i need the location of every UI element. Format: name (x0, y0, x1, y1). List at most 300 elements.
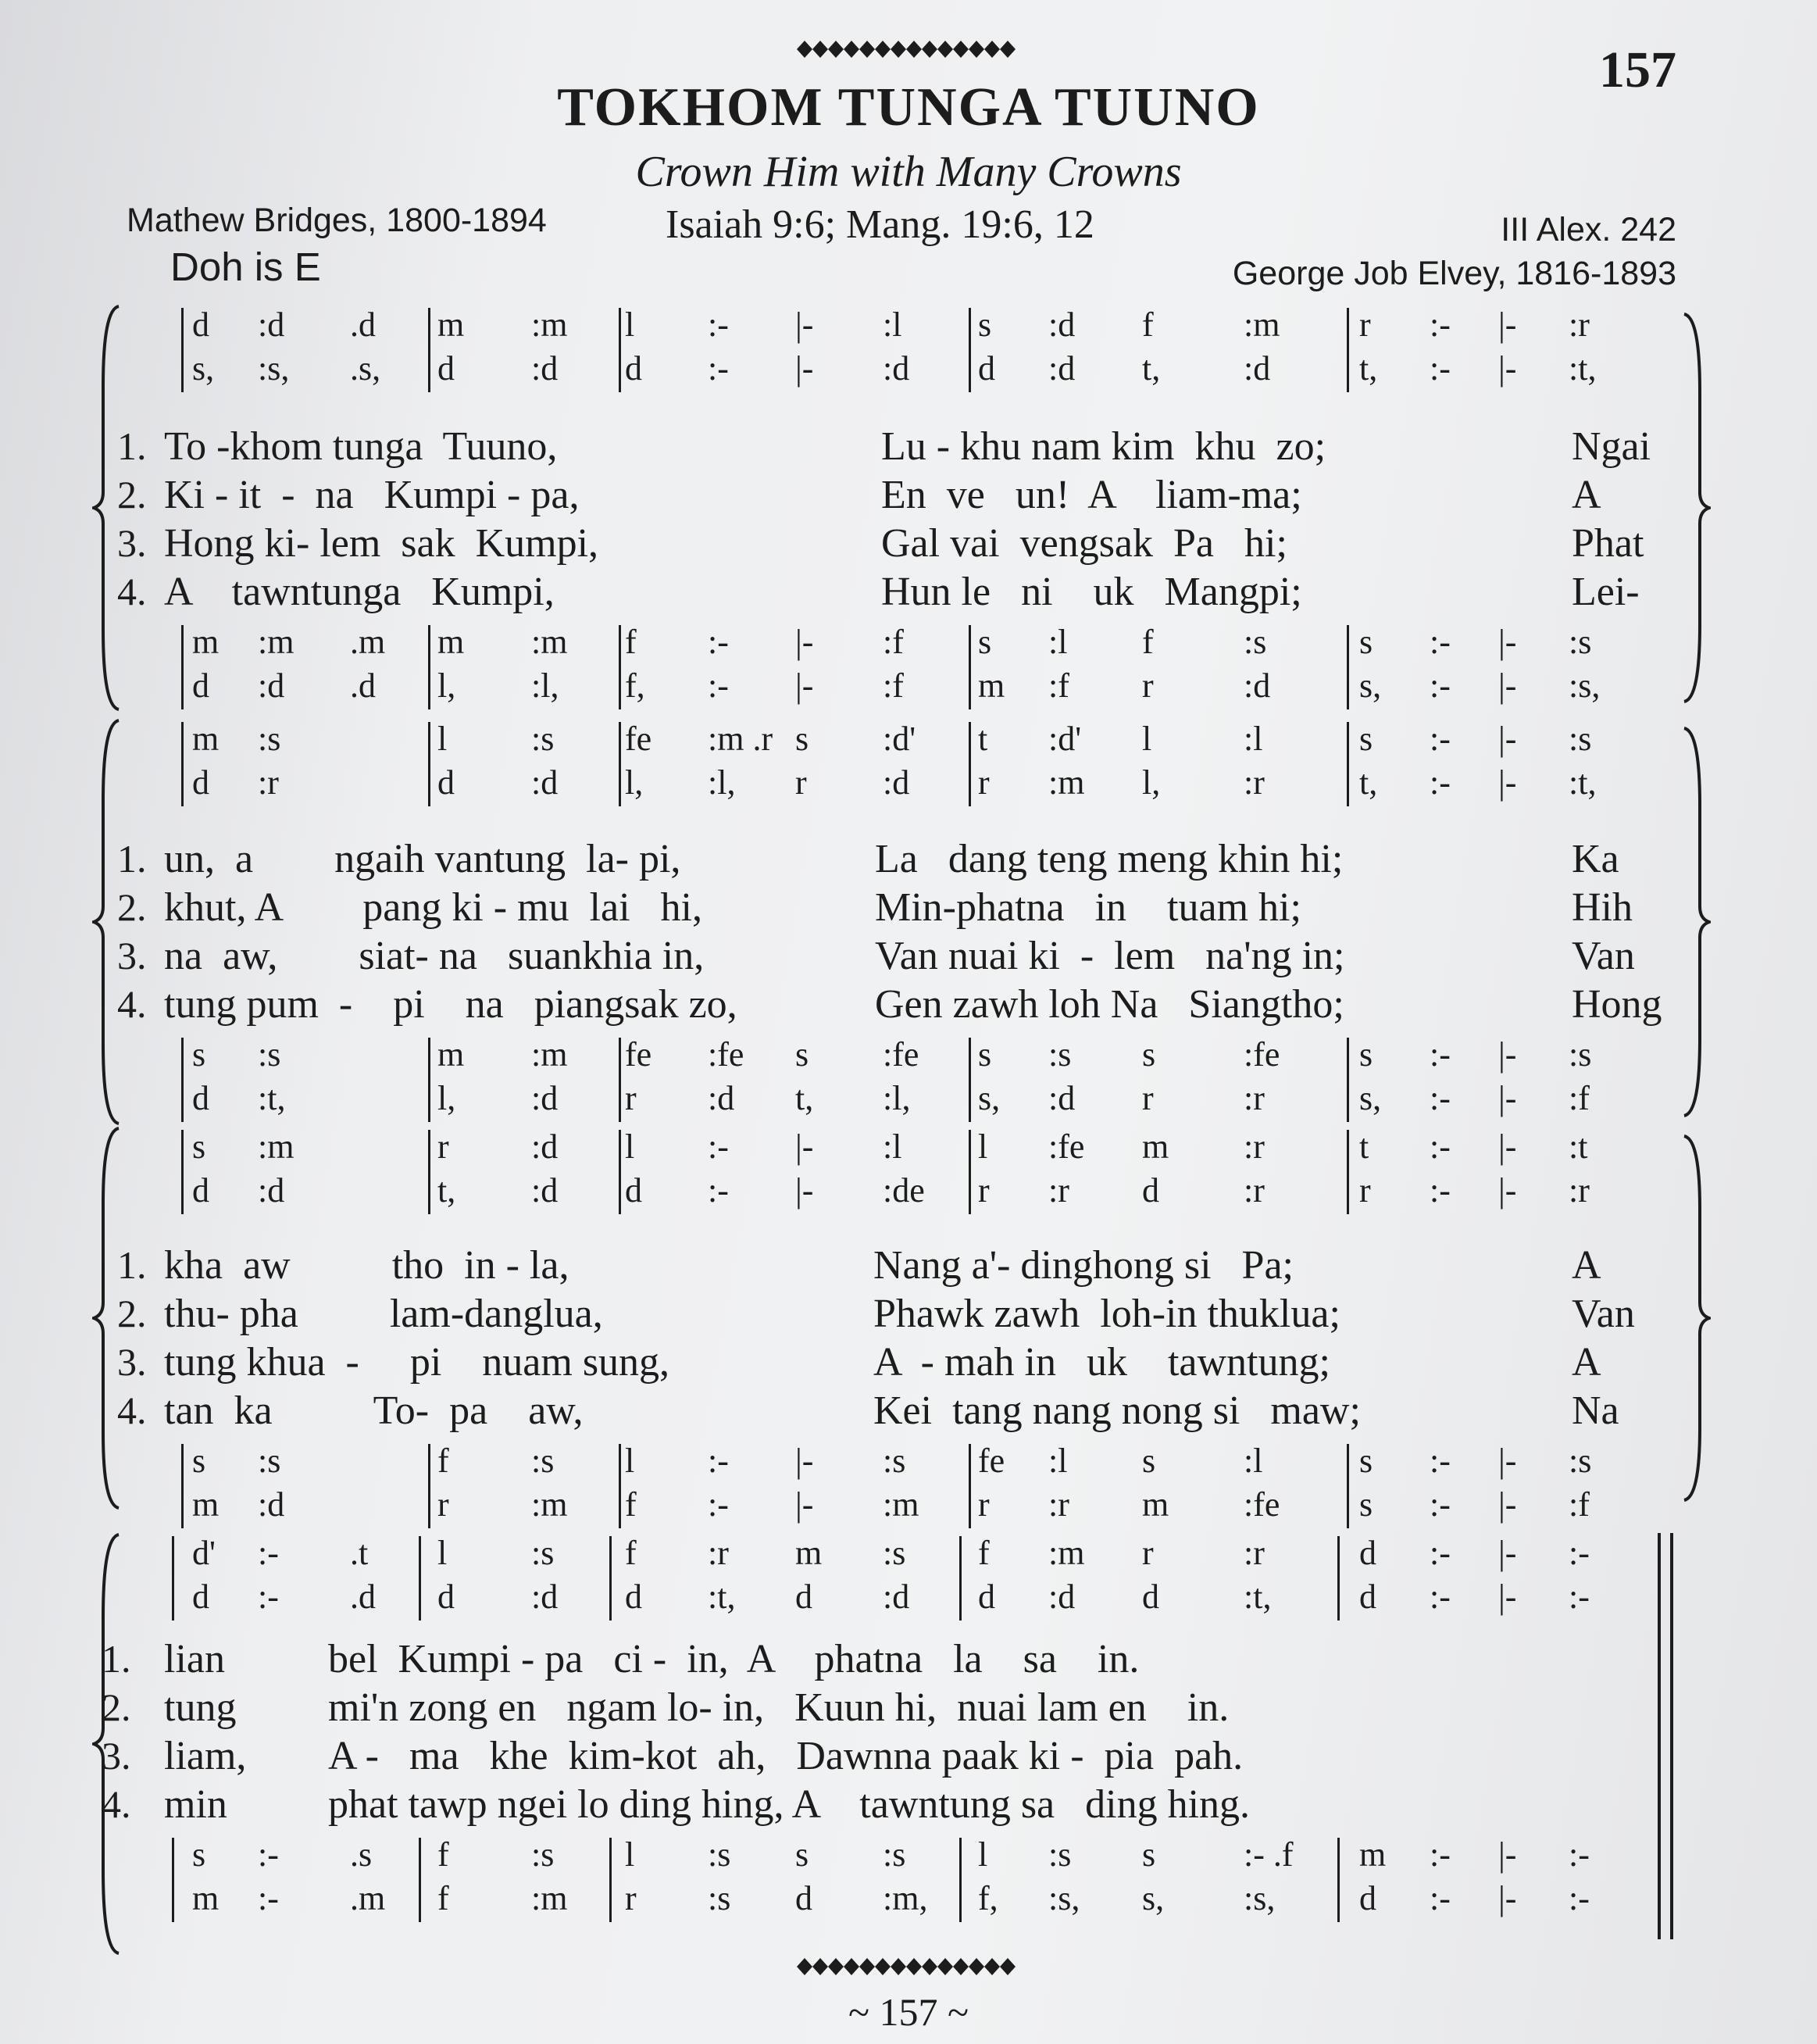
lyric-text: Lu - khu nam kim khu zo; (881, 424, 1326, 469)
lower-row-2 (0, 1878, 1817, 1921)
solfa-note: :s (258, 1035, 281, 1074)
solfa-note: :- .f (1244, 1835, 1294, 1874)
solfa-note: |- (1498, 1835, 1517, 1874)
lower-row-1 (0, 1035, 1817, 1077)
solfa-note: d' (192, 1534, 216, 1572)
bar-line (419, 1838, 421, 1922)
upper-row-2 (0, 1577, 1817, 1619)
solfa-note: :- (258, 1835, 279, 1874)
solfa-note: s (1142, 1835, 1156, 1874)
solfa-note: l, (437, 1079, 456, 1117)
solfa-note: t, (1359, 763, 1378, 802)
solfa-note: :- (708, 1127, 729, 1166)
solfa-note: :- (1430, 1442, 1451, 1480)
solfa-note: :- (1430, 1534, 1451, 1572)
lyric-text: thu- pha lam-danglua, (164, 1292, 603, 1336)
solfa-note: :l (883, 1127, 902, 1166)
bar-line (1347, 722, 1349, 806)
key-signature: Doh is E (170, 245, 321, 289)
solfa-note: :m (258, 623, 295, 661)
solfa-note: :r (1244, 1127, 1265, 1166)
solfa-note: :r (1244, 1534, 1265, 1572)
solfa-note: :d (531, 1127, 559, 1166)
bar-line (428, 1444, 430, 1528)
solfa-note: :d (531, 763, 559, 802)
verse-number: 4. (117, 1388, 147, 1432)
solfa-note: :d (531, 1171, 559, 1210)
solfa-note: :- (1430, 1035, 1451, 1074)
bar-line (428, 308, 430, 392)
solfa-note: t, (437, 1171, 456, 1210)
solfa-note: :s (1048, 1035, 1072, 1074)
bar-line (619, 308, 621, 392)
solfa-note: :- (1430, 666, 1451, 705)
bar-line (619, 722, 621, 806)
solfa-note: :- (708, 306, 729, 344)
solfa-note: |- (1498, 1127, 1517, 1166)
solfa-note: :s (708, 1835, 731, 1874)
bar-line (609, 1536, 612, 1621)
bar-line (959, 1838, 962, 1922)
solfa-note: :m (1048, 763, 1085, 802)
composer-credit: George Job Elvey, 1816-1893 (1232, 255, 1676, 292)
solfa-note: fe (625, 720, 652, 758)
solfa-note: :fe (883, 1035, 919, 1074)
solfa-note: :d (258, 1485, 285, 1524)
solfa-note: d (192, 666, 209, 705)
solfa-note: |- (1498, 720, 1517, 758)
final-barline (1658, 1533, 1661, 1939)
solfa-note: l (978, 1127, 988, 1166)
solfa-note: |- (795, 306, 814, 344)
solfa-note: :d (883, 763, 910, 802)
solfa-note: r (625, 1079, 637, 1117)
solfa-note: :s (531, 720, 555, 758)
solfa-note: d (437, 763, 455, 802)
bar-line (1337, 1536, 1340, 1621)
solfa-note: :s (1048, 1835, 1072, 1874)
solfa-note: t (978, 720, 988, 758)
verse-number: 2. (102, 1685, 131, 1729)
solfa-note: s (192, 1835, 206, 1874)
hymn-subtitle: Crown Him with Many Crowns (635, 148, 1182, 196)
solfa-note: :f (1569, 1079, 1590, 1117)
solfa-note: m (1142, 1127, 1169, 1166)
bar-line (419, 1536, 421, 1621)
solfa-note: l (625, 1127, 635, 1166)
verse-number: 3. (117, 521, 147, 565)
solfa-note: d (978, 349, 995, 388)
lyric-text: Gen zawh loh Na Siangtho; (875, 982, 1344, 1027)
lyric-text: Gal vai vengsak Pa hi; (881, 521, 1287, 566)
music-system-2 (0, 719, 1817, 1125)
solfa-note: .d (350, 306, 376, 344)
solfa-note: |- (795, 1171, 814, 1210)
solfa-note: d (437, 349, 455, 388)
solfa-note: l (625, 1442, 635, 1480)
solfa-note: :r (1048, 1171, 1069, 1210)
solfa-note: d (1142, 1578, 1159, 1616)
solfa-note: d (437, 1578, 455, 1616)
solfa-note: :s (1244, 623, 1267, 661)
bar-line (428, 722, 430, 806)
solfa-note: :f (883, 623, 904, 661)
solfa-note: m (192, 1485, 220, 1524)
solfa-note: :- (708, 349, 729, 388)
lyric-text: kha aw tho in - la, (164, 1243, 569, 1288)
solfa-note: l (1142, 720, 1152, 758)
lyric-text: tan ka To- pa aw, (164, 1388, 584, 1433)
solfa-note: :t (1569, 1127, 1588, 1166)
music-system-4 (0, 1533, 1817, 1955)
solfa-note: :- (1430, 1578, 1451, 1616)
solfa-note: :s (258, 720, 281, 758)
solfa-note: :l (1048, 623, 1068, 661)
solfa-note: :- (708, 1442, 729, 1480)
solfa-note: .m (350, 623, 386, 661)
solfa-note: :s (1569, 1442, 1592, 1480)
bar-line (609, 1838, 612, 1922)
solfa-note: :d (1048, 1079, 1076, 1117)
solfa-note: :d (1244, 666, 1271, 705)
bar-line (959, 1536, 962, 1621)
solfa-note: r (1359, 1171, 1371, 1210)
solfa-note: |- (1498, 763, 1517, 802)
lyric-text: Phat (1572, 521, 1644, 566)
solfa-note: d (192, 1578, 209, 1616)
lyric-text: lian (164, 1637, 225, 1681)
solfa-note: m (437, 623, 465, 661)
lyric-text: Van nuai ki - lem na'ng in; (875, 934, 1345, 978)
solfa-note: |- (795, 666, 814, 705)
bar-line (428, 1130, 430, 1214)
solfa-note: :f (883, 666, 904, 705)
hymn-number: 157 (1599, 41, 1676, 98)
solfa-note: :- (1430, 720, 1451, 758)
bar-line (181, 1038, 184, 1122)
solfa-note: :s (1569, 623, 1592, 661)
solfa-note: :t, (708, 1578, 736, 1616)
solfa-note: :l (1244, 720, 1263, 758)
solfa-note: :- (1569, 1578, 1590, 1616)
lyric-text: Hong ki- lem sak Kumpi, (164, 521, 599, 566)
upper-row-1 (0, 719, 1817, 761)
solfa-note: d (625, 349, 642, 388)
bar-line (619, 1444, 621, 1528)
lower-row-1 (0, 622, 1817, 664)
solfa-note: :fe (1244, 1035, 1280, 1074)
solfa-note: :- (708, 1485, 729, 1524)
solfa-note: :- (1430, 1835, 1451, 1874)
lower-row-2 (0, 666, 1817, 708)
solfa-note: fe (978, 1442, 1005, 1480)
solfa-note: r (1359, 306, 1371, 344)
lyric-text: A (1572, 473, 1601, 517)
solfa-note: |- (1498, 1534, 1517, 1572)
lyric-text: A - mah in uk tawntung; (873, 1340, 1330, 1385)
solfa-note: d (192, 1171, 209, 1210)
solfa-note: m (192, 1879, 220, 1917)
solfa-note: .m (350, 1879, 386, 1917)
lyric-text: min (164, 1782, 227, 1827)
lyric-text: Phawk zawh loh-in thuklua; (873, 1292, 1340, 1336)
solfa-note: |- (1498, 1442, 1517, 1480)
solfa-note: s (192, 1127, 206, 1166)
solfa-note: .d (350, 666, 376, 705)
solfa-note: d (1359, 1578, 1376, 1616)
solfa-note: :- (258, 1879, 279, 1917)
tune-reference: III Alex. 242 (1501, 211, 1676, 248)
solfa-note: s (192, 1035, 206, 1074)
lyric-text: Van (1572, 934, 1635, 978)
solfa-note: r (978, 763, 990, 802)
solfa-note: :s (708, 1879, 731, 1917)
ornament-divider-top (797, 36, 1016, 63)
solfa-note: :l, (883, 1079, 911, 1117)
lyric-text: phat tawp ngei lo ding hing, A tawntung sa ding hing. (328, 1782, 1251, 1827)
solfa-note: s, (1359, 1079, 1382, 1117)
lyric-text: Hih (1572, 885, 1633, 930)
solfa-note: :- (258, 1578, 279, 1616)
solfa-note: s (1359, 720, 1373, 758)
solfa-note: m (795, 1534, 823, 1572)
solfa-note: d (1359, 1879, 1376, 1917)
solfa-note: t, (1142, 349, 1161, 388)
solfa-note: |- (1498, 666, 1517, 705)
solfa-note: :r (1244, 1171, 1265, 1210)
solfa-note: :- (708, 666, 729, 705)
solfa-note: m (978, 666, 1005, 705)
verse-number: 1. (117, 837, 147, 881)
solfa-note: :s, (1569, 666, 1601, 705)
solfa-note: :s, (258, 349, 290, 388)
lyric-text: Kei tang nang nong si maw; (873, 1388, 1361, 1433)
solfa-note: l (978, 1835, 988, 1874)
verse-number: 1. (117, 1243, 147, 1287)
solfa-note: |- (795, 349, 814, 388)
solfa-note: s (1359, 1035, 1373, 1074)
solfa-note: r (437, 1127, 449, 1166)
solfa-note: d (192, 763, 209, 802)
lyric-text: En ve un! A liam-ma; (881, 473, 1302, 517)
solfa-note: :r (1244, 763, 1265, 802)
solfa-note: l, (1142, 763, 1161, 802)
lyric-text: Ka (1572, 837, 1619, 881)
solfa-note: .s (350, 1835, 373, 1874)
solfa-note: :- (708, 623, 729, 661)
music-system-3 (0, 1127, 1817, 1524)
solfa-note: r (1142, 666, 1154, 705)
solfa-note: :s (258, 1442, 281, 1480)
music-system-1 (0, 305, 1817, 711)
bar-line (181, 625, 184, 709)
solfa-note: :f (1048, 666, 1069, 705)
solfa-note: :d (708, 1079, 735, 1117)
solfa-note: |- (1498, 1079, 1517, 1117)
lyric-text: un, a ngaih vantung la- pi, (164, 837, 681, 881)
solfa-note: l, (625, 763, 644, 802)
verse-number: 3. (117, 1340, 147, 1384)
solfa-note: :- (1430, 349, 1451, 388)
lyric-text: tung pum - pi na piangsak zo, (164, 982, 737, 1027)
solfa-note: :m (1048, 1534, 1085, 1572)
solfa-note: r (437, 1485, 449, 1524)
solfa-note: :m, (883, 1879, 928, 1917)
verse-number: 2. (117, 1292, 147, 1335)
solfa-note: :r (1244, 1079, 1265, 1117)
upper-row-1 (0, 305, 1817, 347)
solfa-note: :m (531, 1035, 568, 1074)
solfa-note: f (978, 1534, 990, 1572)
solfa-note: s (192, 1442, 206, 1480)
solfa-note: r (1142, 1079, 1154, 1117)
solfa-note: :- (1430, 1485, 1451, 1524)
solfa-note: :r (1048, 1485, 1069, 1524)
solfa-note: |- (795, 1127, 814, 1166)
solfa-note: |- (1498, 1035, 1517, 1074)
solfa-note: :- (1430, 1879, 1451, 1917)
bar-line (969, 308, 971, 392)
bar-line (619, 1130, 621, 1214)
hymn-title: TOKHOM TUNGA TUUNO (557, 77, 1260, 138)
verse-number: 3. (102, 1734, 131, 1778)
solfa-note: f (625, 1534, 637, 1572)
solfa-note: s, (192, 349, 215, 388)
solfa-note: :m (531, 1485, 568, 1524)
bar-line (172, 1838, 174, 1922)
solfa-note: |- (795, 1485, 814, 1524)
solfa-note: :r (258, 763, 279, 802)
verse-number: 1. (117, 424, 147, 468)
final-barline (1670, 1533, 1673, 1939)
solfa-note: :d (258, 1171, 285, 1210)
solfa-note: s, (978, 1079, 1001, 1117)
solfa-note: f (437, 1835, 449, 1874)
lyric-text: To -khom tunga Tuuno, (164, 424, 558, 469)
lower-row-2 (0, 1078, 1817, 1120)
solfa-note: d (192, 306, 209, 344)
upper-row-2 (0, 1170, 1817, 1213)
solfa-note: :d' (1048, 720, 1082, 758)
solfa-note: s (978, 1035, 992, 1074)
lyric-text: Min-phatna in tuam hi; (875, 885, 1301, 930)
solfa-note: s (795, 720, 809, 758)
solfa-note: :m (531, 1879, 568, 1917)
solfa-note: :m (883, 1485, 919, 1524)
lyric-text: A (1572, 1243, 1601, 1288)
verse-number: 1. (102, 1637, 131, 1681)
solfa-note: .s, (350, 349, 381, 388)
bar-line (181, 1130, 184, 1214)
solfa-note: t, (1359, 349, 1378, 388)
solfa-note: d (795, 1578, 812, 1616)
solfa-note: :l (883, 306, 902, 344)
solfa-note: :m (531, 623, 568, 661)
solfa-note: l, (437, 666, 456, 705)
lyric-text: Ngai (1572, 424, 1651, 469)
verse-number: 2. (117, 885, 147, 929)
solfa-note: :s (883, 1835, 906, 1874)
lyric-text: liam, (164, 1734, 247, 1778)
solfa-note: f, (625, 666, 645, 705)
solfa-note: f (625, 1485, 637, 1524)
verse-number: 4. (102, 1782, 131, 1826)
bar-line (1347, 625, 1349, 709)
lower-row-1 (0, 1441, 1817, 1483)
lyric-text: bel Kumpi - pa ci - in, A phatna la sa in. (328, 1637, 1140, 1681)
solfa-note: f (437, 1879, 449, 1917)
lyric-text: Hong (1572, 982, 1662, 1027)
solfa-note: :r (708, 1534, 729, 1572)
solfa-note: :s (883, 1534, 906, 1572)
solfa-note: :de (883, 1171, 925, 1210)
solfa-note: s (1142, 1442, 1156, 1480)
solfa-note: :- (1430, 763, 1451, 802)
solfa-note: r (1142, 1534, 1154, 1572)
solfa-note: :d' (883, 720, 916, 758)
verse-number: 4. (117, 982, 147, 1026)
ornament-divider-bottom (797, 1953, 1016, 1980)
solfa-note: d (625, 1578, 642, 1616)
solfa-note: s (1359, 1442, 1373, 1480)
solfa-note: :s, (1244, 1879, 1276, 1917)
lyric-text: Nang a'- dinghong si Pa; (873, 1243, 1294, 1288)
lyric-text: Hun le ni uk Mangpi; (881, 570, 1302, 614)
solfa-note: :r (1569, 306, 1590, 344)
lyric-text: A (1572, 1340, 1601, 1385)
lyric-text: mi'n zong en ngam lo- in, Kuun hi, nuai lam en in. (328, 1685, 1230, 1730)
lyric-text: tung khua - pi nuam sung, (164, 1340, 670, 1385)
bar-line (172, 1536, 174, 1621)
solfa-note: :s (1569, 720, 1592, 758)
upper-row-2 (0, 348, 1817, 391)
bar-line (969, 722, 971, 806)
solfa-note: fe (625, 1035, 652, 1074)
lyric-text: Van (1572, 1292, 1635, 1336)
solfa-note: d (978, 1578, 995, 1616)
solfa-note: s (978, 623, 992, 661)
solfa-note: :t, (1244, 1578, 1272, 1616)
solfa-note: .d (350, 1578, 376, 1616)
solfa-note: |- (795, 623, 814, 661)
solfa-note: m (1359, 1835, 1387, 1874)
solfa-note: t (1359, 1127, 1369, 1166)
solfa-note: f (1142, 306, 1154, 344)
solfa-note: l (437, 1534, 448, 1572)
solfa-note: l (437, 720, 448, 758)
page-footer: ~ 157 ~ (848, 1990, 969, 2034)
solfa-note: .t (350, 1534, 369, 1572)
bar-line (428, 625, 430, 709)
solfa-note: s (1359, 1485, 1373, 1524)
solfa-note: :d (1244, 349, 1271, 388)
scripture-reference: Isaiah 9:6; Mang. 19:6, 12 (666, 202, 1094, 247)
solfa-note: |- (1498, 349, 1517, 388)
solfa-note: :r (1569, 1171, 1590, 1210)
solfa-note: :m .r (708, 720, 773, 758)
solfa-note: :fe (1048, 1127, 1085, 1166)
solfa-note: :d (1048, 1578, 1076, 1616)
solfa-note: :m (1244, 306, 1280, 344)
solfa-note: s (1142, 1035, 1156, 1074)
solfa-note: :- (1430, 1079, 1451, 1117)
solfa-note: |- (1498, 623, 1517, 661)
solfa-note: :- (1430, 623, 1451, 661)
solfa-note: s (978, 306, 992, 344)
verse-number: 2. (117, 473, 147, 516)
verse-number: 3. (117, 934, 147, 977)
solfa-note: m (437, 306, 465, 344)
